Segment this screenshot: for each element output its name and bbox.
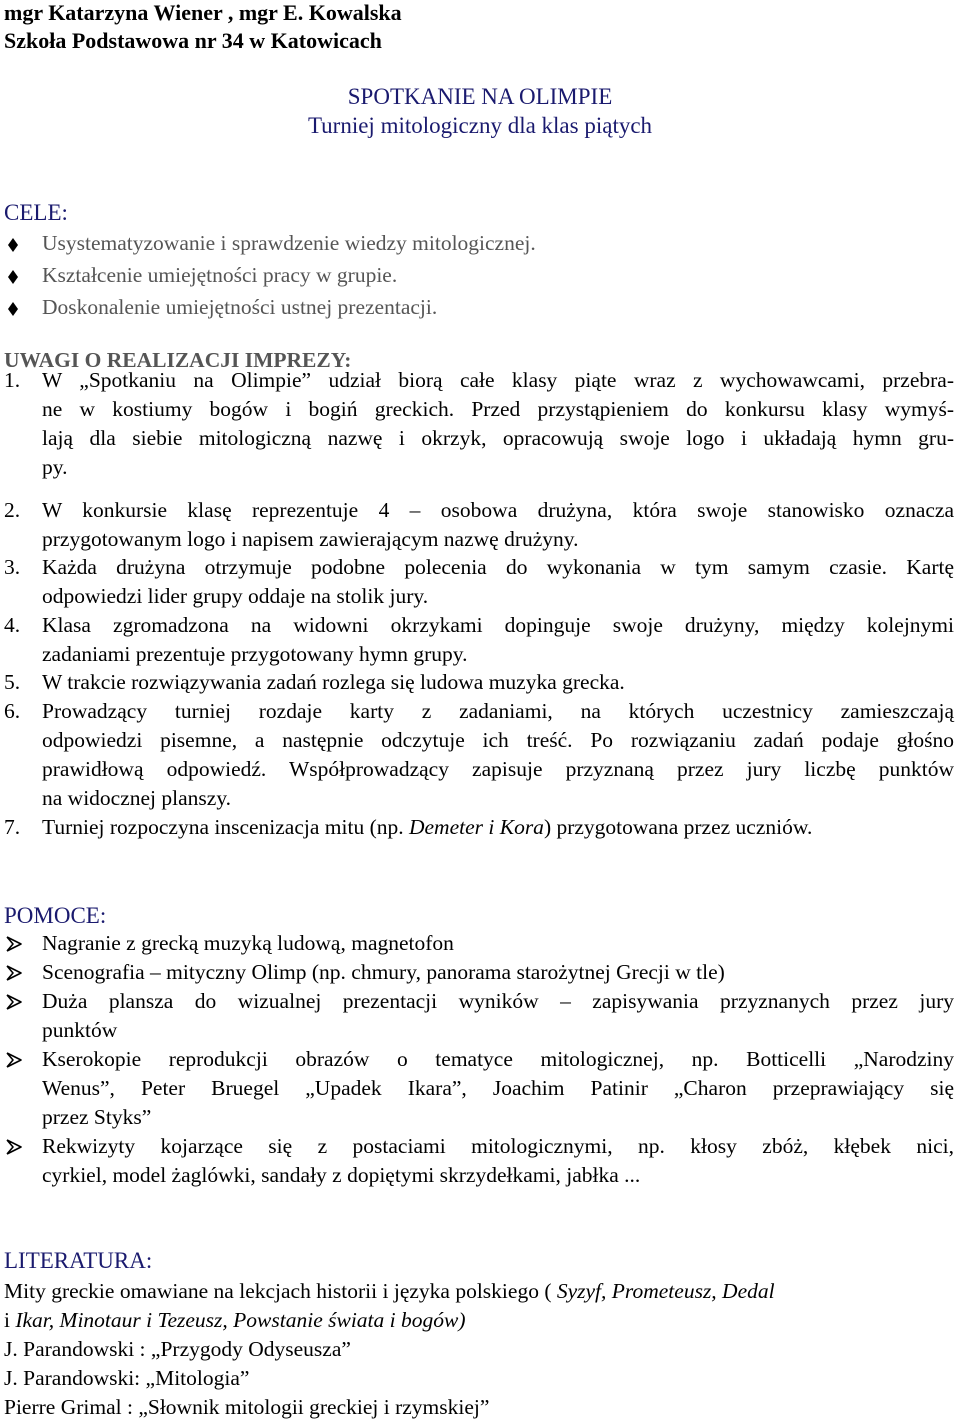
uwagi-item-text: Turniej rozpoczyna inscenizacja mitu (np. xyxy=(42,815,409,839)
uwagi-item-number: 3. xyxy=(4,555,21,579)
uwagi-item-line: ne w kostiumy bogów i bogiń greckich. Przed przystąpieniem do konkursu klasy wymyś- xyxy=(42,397,954,421)
uwagi-item-number: 4. xyxy=(4,613,21,637)
pomoce-item-line: Scenografia – mityczny Olimp (np. chmury, panorama starożytnej Grecji w tle) xyxy=(42,960,725,984)
pomoce-item-line: punktów xyxy=(42,1018,118,1042)
uwagi-item-line: odpowiedzi pisemne, a następnie odczytuje ich treść. Po rozwiązaniu zadań podaje głośno xyxy=(42,728,954,752)
literatura-line-1-text: Mity greckie omawiane na lekcjach historii i języka polskiego ( xyxy=(4,1279,557,1303)
literatura-line-1 xyxy=(4,1278,954,1304)
document-subtitle: Turniej mitologiczny dla klas piątych xyxy=(307,113,653,138)
uwagi-item-line: Prowadzący turniej rozdaje karty z zadaniami, na których uczestnicy zamieszczają xyxy=(42,699,954,723)
uwagi-item-line: przygotowanym logo i napisem zawierającym nazwę drużyny. xyxy=(42,527,579,551)
uwagi-item-line: prawidłową odpowiedź. Współprowadzący zapisuje przyznaną przez jury liczbę punktów xyxy=(42,757,954,781)
literatura-line-2 xyxy=(4,1307,466,1333)
cele-item: Kształcenie umiejętności pracy w grupie. xyxy=(42,263,398,287)
uwagi-item-line: lają dla siebie mitologiczną nazwę i okrzyk, opracowują swoje logo i układają hymn gru- xyxy=(42,426,954,450)
reference-3: Pierre Grimal : „Słownik mitologii greckiej i rzymskiej” xyxy=(4,1395,490,1419)
uwagi-item-line: zadaniami prezentuje przygotowany hymn grupy. xyxy=(42,642,468,666)
uwagi-item-line: Każda drużyna otrzymuje podobne polecenia do wykonania w tym samym czasie. Kartę xyxy=(42,555,954,579)
pomoce-item-line: Nagranie z grecką muzyką ludową, magnetofon xyxy=(42,931,454,955)
diamond-bullet-icon xyxy=(6,235,30,261)
pomoce-item-line: Wenus”, Peter Bruegel „Upadek Ikara”, Joachim Patinir „Charon przeprawiający się xyxy=(42,1076,954,1100)
pomoce-item-line: Rekwizyty kojarzące się z postaciami mitologicznymi, np. kłosy zbóż, kłębek nici, xyxy=(42,1134,954,1158)
reference-2: J. Parandowski: „Mitologia” xyxy=(4,1366,250,1390)
document-title: SPOTKANIE NA OLIMPIE xyxy=(347,84,613,109)
uwagi-item-number: 7. xyxy=(4,815,21,839)
authors: mgr Katarzyna Wiener , mgr E. Kowalska xyxy=(4,0,402,25)
cele-item: Doskonalenie umiejętności ustnej prezentacji. xyxy=(42,295,438,319)
pomoce-item-line: Kserokopie reprodukcji obrazów o tematyce mitologicznej, np. Botticelli „Narodziny xyxy=(42,1047,954,1071)
cele-heading: CELE: xyxy=(4,200,68,225)
pomoce-item-line: przez Styks” xyxy=(42,1105,152,1129)
myth-title: Demeter i Kora xyxy=(408,815,544,839)
uwagi-heading: UWAGI O REALIZACJI IMPREZY: xyxy=(4,348,352,372)
diamond-bullet-icon xyxy=(6,267,30,293)
literatura-heading: LITERATURA: xyxy=(4,1248,153,1273)
reference-1: J. Parandowski : „Przygody Odyseusza” xyxy=(4,1337,351,1361)
uwagi-item-line: py. xyxy=(42,455,68,479)
pomoce-heading: POMOCE: xyxy=(4,903,107,928)
cele-item: Usystematyzowanie i sprawdzenie wiedzy mitologicznej. xyxy=(42,231,536,255)
uwagi-item-line xyxy=(42,814,812,840)
literatura-line-2-titles: Ikar, Minotaur i Tezeusz, Powstanie świata i bogów) xyxy=(15,1308,466,1332)
diamond-bullet-icon xyxy=(6,299,30,325)
uwagi-item-line: odpowiedzi lider grupy oddaje na stolik jury. xyxy=(42,584,429,608)
school-name: Szkoła Podstawowa nr 34 w Katowicach xyxy=(4,28,382,53)
arrow-bullet-icon xyxy=(4,1137,28,1163)
uwagi-item-line: na widocznej planszy. xyxy=(42,786,232,810)
uwagi-item-line: Klasa zgromadzona na widowni okrzykami dopinguje swoje drużyny, między kolejnymi xyxy=(42,613,954,637)
uwagi-item-line: W konkursie klasę reprezentuje 4 – osobowa drużyna, która swoje stanowisko oznacza xyxy=(42,498,954,522)
uwagi-item-number: 2. xyxy=(4,498,21,522)
pomoce-item-line: Duża plansza do wizualnej prezentacji wyników – zapisywania przyznanych przez jury xyxy=(42,989,954,1013)
uwagi-item-number: 5. xyxy=(4,670,21,694)
arrow-bullet-icon xyxy=(4,1050,28,1076)
pomoce-item-line: cyrkiel, model żaglówki, sandały z dopiętymi skrzydełkami, jabłka ... xyxy=(42,1163,641,1187)
arrow-bullet-icon xyxy=(4,992,28,1018)
literatura-line-1-titles: Syzyf, Prometeusz, Dedal xyxy=(556,1279,775,1303)
literatura-line-2-text: i xyxy=(4,1308,16,1332)
uwagi-item-text: ) przygotowana przez uczniów. xyxy=(543,815,813,839)
uwagi-item-number: 1. xyxy=(4,368,21,392)
uwagi-item-line: W „Spotkaniu na Olimpie” udział biorą całe klasy piąte wraz z wychowawcami, przebra- xyxy=(42,368,954,392)
uwagi-item-line: W trakcie rozwiązywania zadań rozlega się ludowa muzyka grecka. xyxy=(42,670,625,694)
uwagi-item-number: 6. xyxy=(4,699,21,723)
arrow-bullet-icon xyxy=(4,963,28,989)
arrow-bullet-icon xyxy=(4,934,28,960)
